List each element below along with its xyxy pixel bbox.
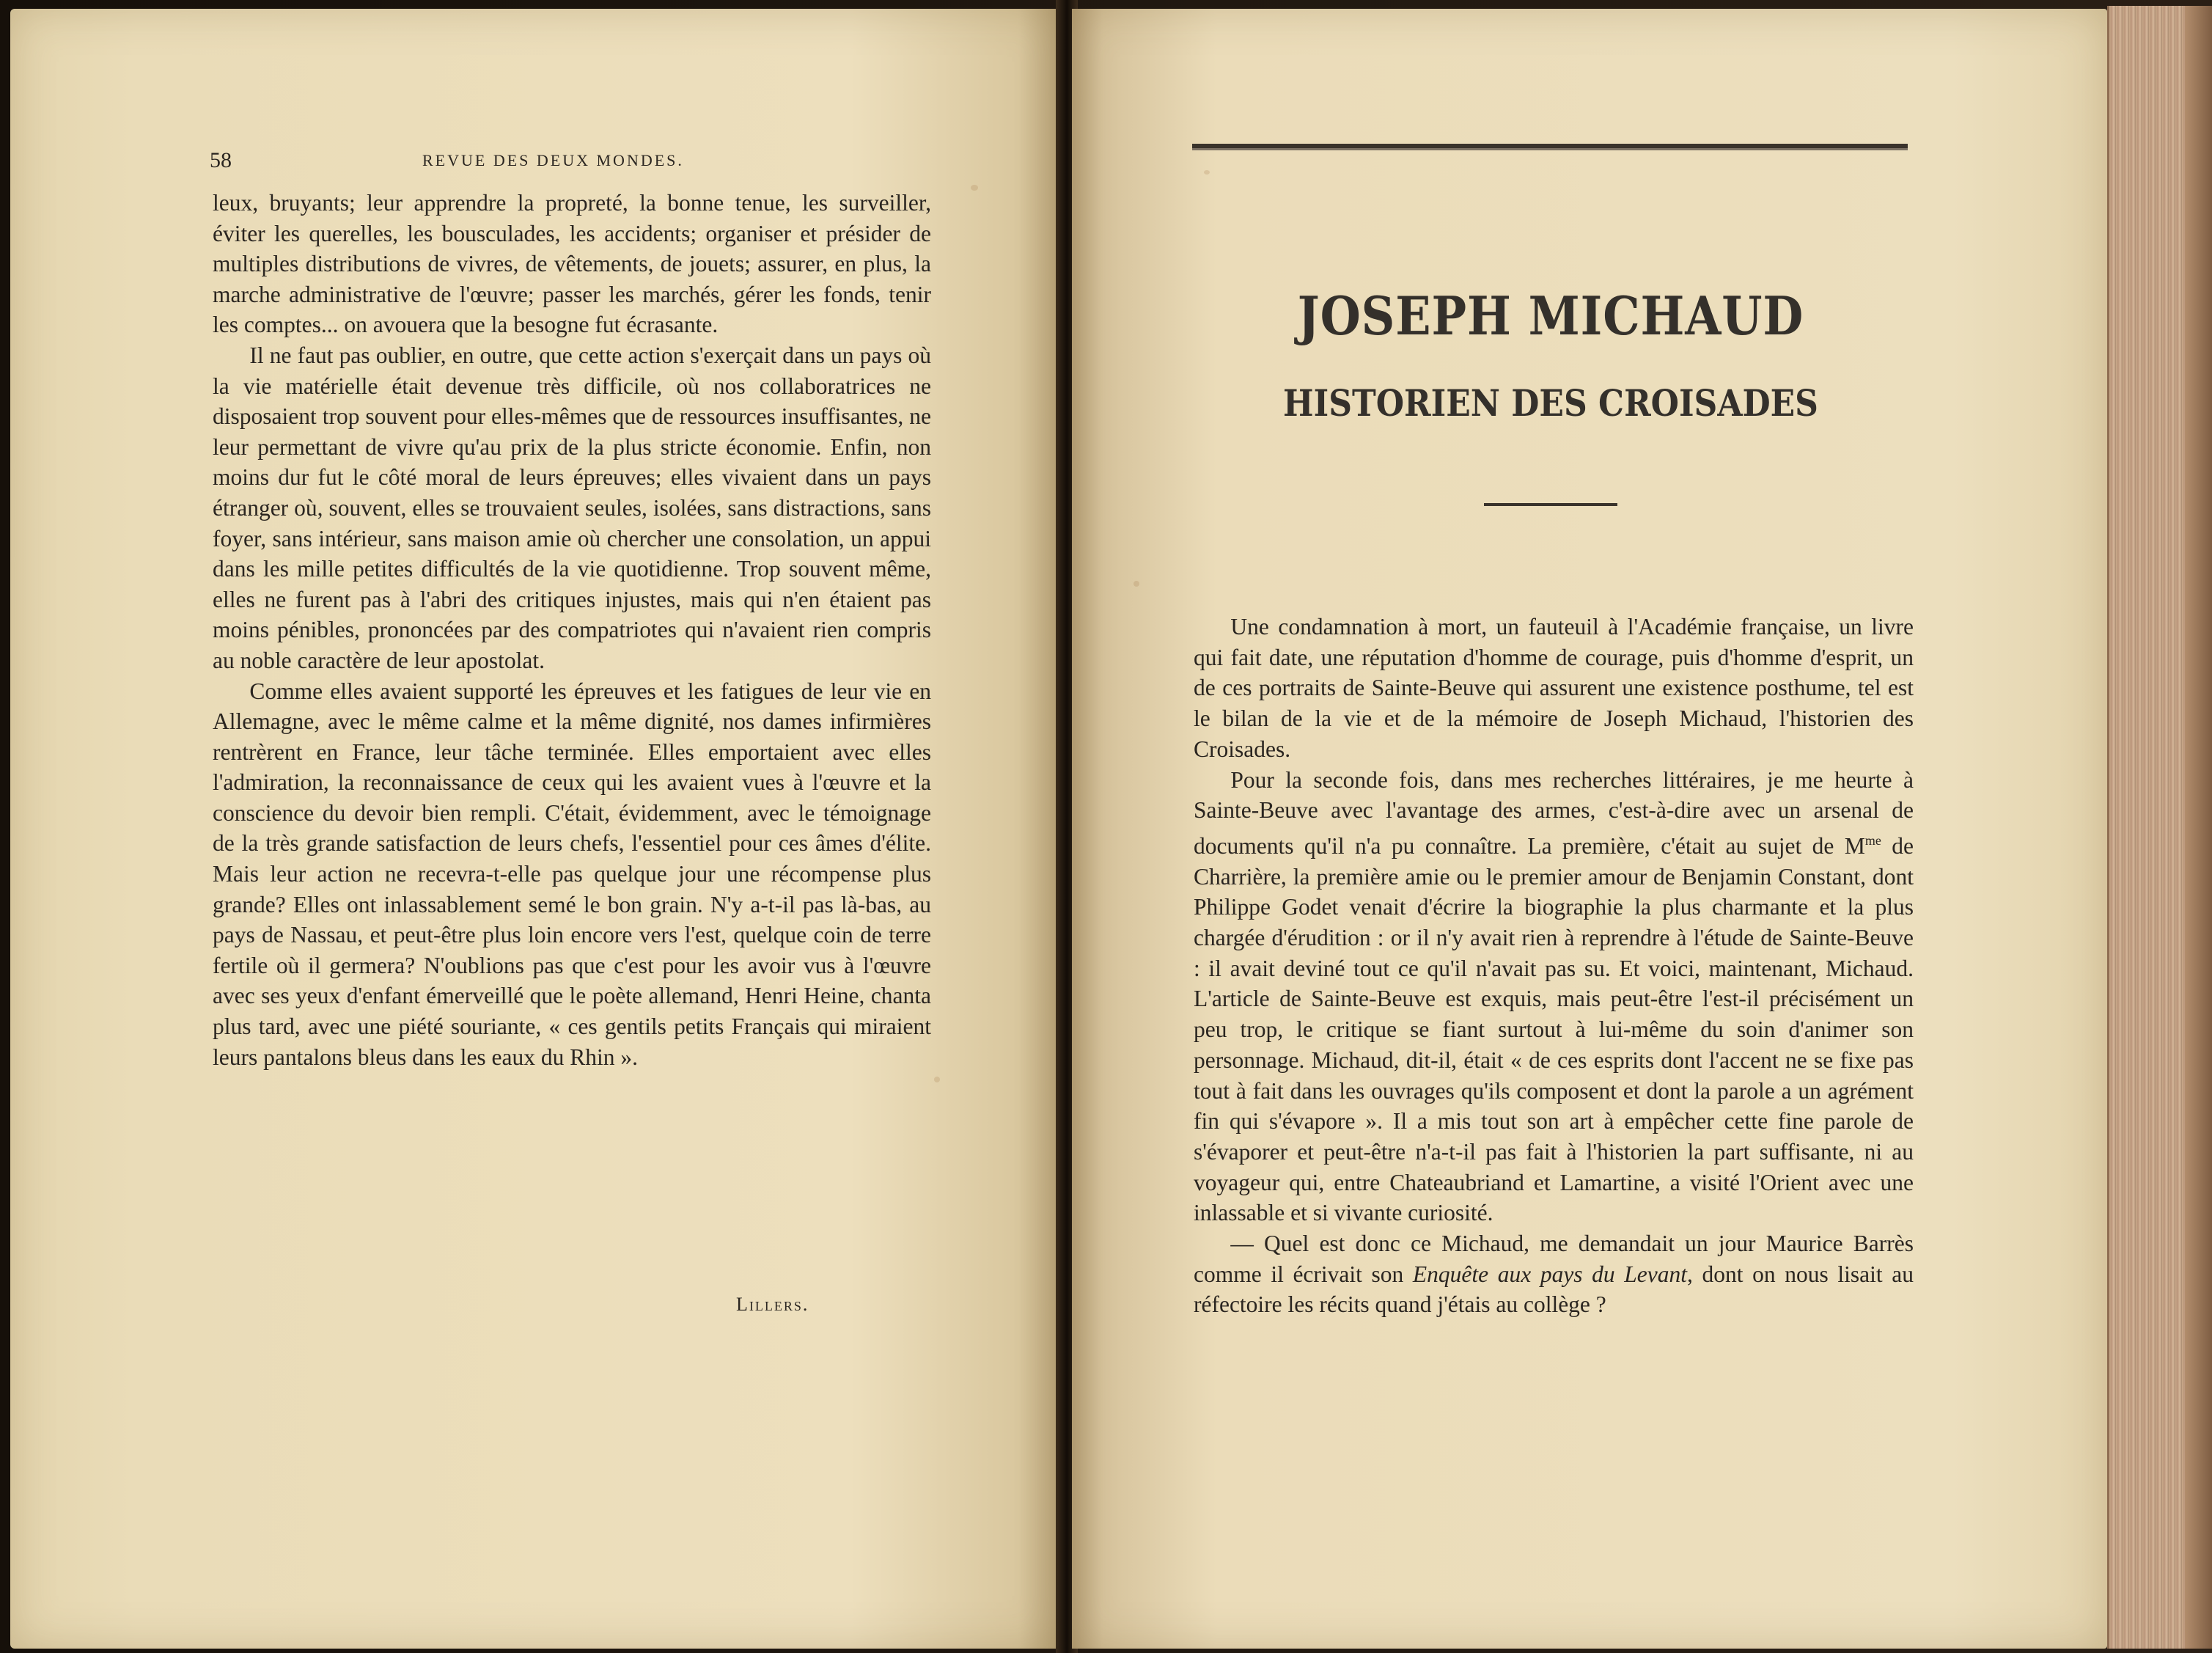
paragraph: Il ne faut pas oublier, en outre, que cette action s'exerçait dans un pays où la vie matérielle était devenue très difficile, où nos collaboratrices ne disposaient trop souvent pour elles-mêmes que de ressources insuffisantes, ne leur permettant de vivre qu'au prix de la plus stricte économie. Enfin, non moins dur fut le côté moral de leurs épreuves; elles vivaient dans un pays étranger où, souvent, elles se trouvaient seules, isolées, sans distractions, sans foyer, sans intérieur, sans maison amie où chercher une consolation, un appui dans les mille petites difficultés de la vie quotidienne. Trop souvent même, elles ne furent pas à l'abri des critiques injustes, mais qui n'en étaient pas moins pénibles, prononcées par des compatriotes qui n'avaient rien compris au noble caractère de leur apostolat. <box>213 342 931 673</box>
paragraph: leux, bruyants; leur apprendre la propreté, la bonne tenue, les surveiller, éviter les querelles, les bousculades, les accidents; organiser et présider de multiples distributions de vivres, de vêtements, de jouets; assurer, en plus, la marche administrative de l'œuvre; passer les marchés, gérer les fonds, tenir les comptes... on avouera que la besogne fut écrasante. <box>213 190 931 338</box>
foxing-spot <box>934 1077 940 1082</box>
book-title: Enquête aux pays du Levant <box>1412 1261 1688 1287</box>
author-signature: Lillers. <box>736 1294 809 1315</box>
foxing-spot <box>971 185 978 191</box>
foxing-spot <box>1133 581 1139 587</box>
paragraph <box>1194 765 1914 1229</box>
page-edges <box>2107 6 2212 1649</box>
paragraph: Une condamnation à mort, un fauteuil à l'Académie française, un livre qui fait date, une réputation d'homme de courage, puis d'homme d'esprit, un de ces portraits de Sainte-Beuve qui assurent une existence posthume, tel est le bilan de la vie et de la mémoire de Joseph Michaud, l'historien des Croisades. <box>1194 614 1914 762</box>
paragraph-text: , dont on nous lisait au réfectoire les récits quand j'étais au collège ? <box>1194 1261 1914 1318</box>
paragraph-text: Pour la seconde fois, dans mes recherches littéraires, je me heurte à Sainte-Beuve avec l'avantage des armes, c'est-à-dire avec un arsenal de documents qu'il n'a pu connaître. La première, c'était au sujet de M <box>1194 766 1914 859</box>
superscript-abbreviation: me <box>1864 832 1881 848</box>
title-rule <box>1484 503 1617 506</box>
header-rule <box>1192 144 1908 150</box>
paragraph: Comme elles avaient supporté les épreuves et les fatigues de leur vie en Allemagne, avec le même calme et la même dignité, nos dames infirmières rentrèrent en France, leur tâche terminée. Elles emportaient avec elles l'admiration, la reconnaissance de ceux qui les avaient vues à l'œuvre et la conscience du devoir bien rempli. C'était, évidemment, avec le témoignage de la très grande satisfaction de leurs chefs, l'essentiel pour ces âmes d'élite. Mais leur action ne recevra-t-elle pas quelque jour une récompense plus grande? Elles ont inlassablement semé le bon grain. N'y a-t-il pas là-bas, au pays de Nassau, et peut-être plus loin encore vers l'est, quelque coin de terre fertile où il germera? N'oublions pas que c'est pour les avoir vus à l'œuvre avec ses yeux d'enfant émerveillé que le poète allemand, Henri Heine, chanta plus tard, avec une piété souriante, « ces gentils petits Français qui miraient leurs pantalons bleus dans les eaux du Rhin ». <box>213 678 931 1070</box>
running-head <box>210 148 943 177</box>
foxing-spot <box>1204 170 1210 175</box>
right-page-body <box>1194 612 1914 1320</box>
journal-title: REVUE DES DEUX MONDES. <box>422 151 684 169</box>
paragraph-text: de Charrière, la première amie ou le premier amour de Benjamin Constant, dont Philippe Godet venait d'écrire la biographie la plus charmante et la plus chargée d'érudition : or il n'y avait rien à reprendre à l'étude de Sainte-Beuve : il avait deviné tout ce qu'il n'avait pas su. Et voici, maintenant, Michaud. L'article de Sainte-Beuve est exquis, mais peut-être l'est-il précisément un peu trop, le critique se fiant surtout à lui-même du soin d'animer son personnage. Michaud, dit-il, était « de ces esprits dont l'accent ne se fixe pas tout à fait dans les ouvrages qu'ils composent et dont la parole a un agrément fin qui s'évapore ». Il a mis tout son art à empêcher cette fine parole de s'évaporer et peut-être n'a-t-il pas fait à l'historien la part suffisante, ni au voyageur qui, entre Chateaubriand et Lamartine, a visité l'Orient avec une inlassable et si vivante curiosité. <box>1194 832 1914 1226</box>
paragraph <box>1194 1228 1914 1320</box>
book-cover-edge <box>2185 6 2212 1649</box>
page-number: 58 <box>210 148 232 172</box>
paragraph-text: — Quel est donc ce Michaud, me demandait un jour Maurice Barrès comme il écrivait son <box>1194 1231 1914 1287</box>
article-title: JOSEPH MICHAUD <box>1297 285 1804 347</box>
left-page-body <box>213 188 931 1072</box>
article-subtitle: HISTORIEN DES CROISADES <box>1283 381 1818 425</box>
